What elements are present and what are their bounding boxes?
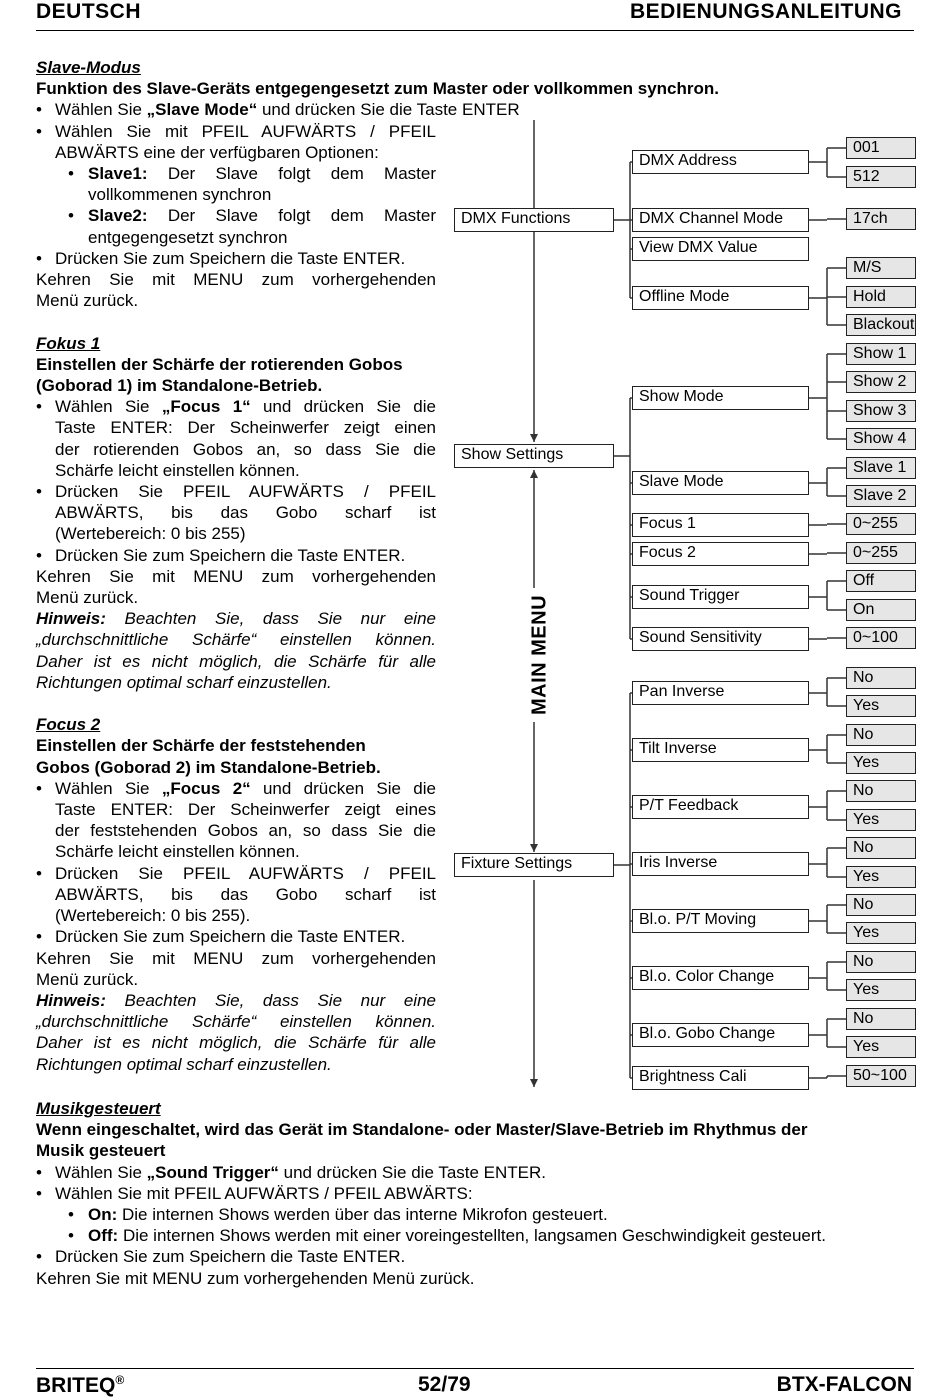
menu-item: Show Mode [632,386,809,410]
main-menu-label [520,590,560,720]
list-item: • Wählen Sie „Sound Trigger“ und drücken Sie die Taste ENTER. [36,1162,916,1183]
list-item: • Drücken Sie zum Speichern die Taste ENTER. [36,545,436,566]
menu-value-option: Yes [846,752,916,774]
list-item: • Slave2: Der Slave folgt dem Master entgegengesetzt synchron [36,205,436,247]
list-item: • Wählen Sie mit PFEIL AUFWÄRTS / PFEIL ABWÄRTS eine der verfügbaren Optionen: • Slave1: Der Slave folgt dem Master vollkommenen synchron • Slave2: Der Slave folgt dem Master entgegengesetzt synchron [36,121,436,248]
focus2-steps [36,778,436,948]
menu-value-option: No [846,894,916,916]
page-header [36,0,914,31]
menu-value-option: No [846,1008,916,1030]
arrowhead [530,844,538,852]
header-manual-title: BEDIENUNGSANLEITUNG [629,0,902,23]
menu-item: Pan Inverse [632,681,809,705]
menu-value-option: No [846,837,916,859]
menu-value-option: Yes [846,866,916,888]
back-instruction: Kehren Sie mit MENU zum vorhergehenden [36,270,436,290]
menu-value-option: Hold [846,286,916,308]
menu-item: Focus 2 [632,542,809,566]
menu-value-option: No [846,951,916,973]
menu-value-option: Show 2 [846,371,916,393]
header-language: DEUTSCH [36,0,142,23]
menu-item: Iris Inverse [632,852,809,876]
menu-value-option: 001 [846,137,916,159]
menu-value-option: Blackout [846,314,916,336]
menu-value-option: Slave 2 [846,485,916,507]
menu-item: Focus 1 [632,513,809,537]
menu-item: DMX Channel Mode [632,208,809,232]
menu-item: Sound Sensitivity [632,627,809,651]
menu-value-option: No [846,780,916,802]
menu-item: Brightness Cali [632,1066,809,1090]
music-title: Musikgesteuert [36,1099,161,1118]
focus2-title: Focus 2 [36,715,101,735]
focus1-subtitle: Einstellen der Schärfe der rotierenden Gobos [36,354,403,374]
category-dmx-functions: DMX Functions [454,208,614,232]
menu-item: Bl.o. Color Change [632,966,809,990]
menu-item: Sound Trigger [632,585,809,609]
focus1-note: Hinweis: Beachten Sie, dass Sie nur eine „durchschnittliche Schärfe“ einstellen können. Daher ist es nicht möglich, die Schärfe für alle Richtungen optimal scharf einzustellen. [36,609,436,692]
main-menu-text: MAIN MENU [528,594,551,716]
menu-value-option: Show 1 [846,343,916,365]
list-item: • Slave1: Der Slave folgt dem Master vollkommenen synchron [36,163,436,205]
list-item: • Wählen Sie „Focus 2“ und drücken Sie die Taste ENTER: Der Scheinwerfer zeigt eines der feststehenden Gobos an, so dass Sie die Schärfe leicht einstellen können. [36,778,436,863]
music-subtitle: Wenn eingeschaltet, wird das Gerät im Standalone- oder Master/Slave-Betrieb im Rhythmus der [36,1120,808,1140]
menu-value-option: 512 [846,166,916,188]
menu-value-option: No [846,667,916,689]
focus1-title: Fokus 1 [36,333,101,353]
back-instruction: Kehren Sie mit MENU zum vorhergehenden [36,566,436,586]
menu-value-option: Yes [846,695,916,717]
list-item: • Wählen Sie mit PFEIL AUFWÄRTS / PFEIL ABWÄRTS: • On: Die internen Shows werden über das interne Mikrofon gesteuert. • Off: Die internen Shows werden mit einer voreingestellten, langsamen Geschwindigkeit gesteuert. [36,1183,916,1247]
list-item: • Wählen Sie „Focus 1“ und drücken Sie die Taste ENTER: Der Scheinwerfer zeigt einen der rotierenden Gobos an, so dass Sie die Schärfe leicht einstellen können. [36,396,436,481]
back-instruction-cont: Menü zurück. [36,588,139,608]
menu-value-option: Slave 1 [846,457,916,479]
menu-item: Bl.o. P/T Moving [632,909,809,933]
list-item: • Off: Die internen Shows werden mit einer voreingestellten, langsamen Geschwindigkeit gesteuert. [36,1225,916,1246]
list-item: • Wählen Sie „Slave Mode“ und drücken Sie die Taste ENTER [36,99,436,120]
back-instruction: Kehren Sie mit MENU zum vorhergehenden [36,948,436,968]
focus2-subtitle: Einstellen der Schärfe der feststehenden [36,736,366,756]
focus1-subtitle-cont: (Goborad 1) im Standalone-Betrieb. [36,376,323,396]
menu-value-option: Off [846,570,916,592]
menu-value-option: 0~255 [846,542,916,564]
menu-value-option: 0~255 [846,513,916,535]
menu-value-option: Yes [846,1036,916,1058]
back-instruction-cont: Menü zurück. [36,291,139,311]
list-item: • Drücken Sie PFEIL AUFWÄRTS / PFEIL ABWÄRTS, bis das Gobo scharf ist (Wertebereich: 0 bis 255) [36,481,436,545]
menu-value-option: Show 4 [846,428,916,450]
menu-item: DMX Address [632,150,809,174]
category-show-settings: Show Settings [454,444,614,468]
menu-item: Tilt Inverse [632,738,809,762]
focus2-subtitle-cont: Gobos (Goborad 2) im Standalone-Betrieb. [36,757,381,777]
back-instruction-cont: Menü zurück. [36,969,139,989]
menu-value-option: Yes [846,922,916,944]
arrowhead [530,1079,538,1087]
music-steps [36,1162,916,1268]
menu-value-option: M/S [846,257,916,279]
footer-model: BTX-FALCON [776,1373,912,1396]
music-subtitle-cont: Musik gesteuert [36,1141,166,1161]
list-item: • On: Die internen Shows werden über das interne Mikrofon gesteuert. [36,1204,916,1225]
menu-item: Offline Mode [632,286,809,310]
back-instruction: Kehren Sie mit MENU zum vorhergehenden Menü zurück. [36,1268,475,1288]
list-item: • Drücken Sie zum Speichern die Taste ENTER. [36,248,436,269]
focus2-note: Hinweis: Beachten Sie, dass Sie nur eine „durchschnittliche Schärfe“ einstellen können. Daher ist es nicht möglich, die Schärfe für alle Richtungen optimal scharf einzustellen. [36,990,436,1074]
menu-value-option: 0~100 [846,627,916,649]
menu-item: Bl.o. Gobo Change [632,1023,809,1047]
slave-intro: Funktion des Slave-Geräts entgegengesetzt zum Master oder vollkommen synchron. [36,79,719,99]
menu-value-option: Yes [846,809,916,831]
menu-value-option: No [846,724,916,746]
menu-value-option: Yes [846,979,916,1001]
list-item: • Drücken Sie zum Speichern die Taste ENTER. [36,1246,916,1267]
arrowhead [530,470,538,478]
menu-value-option: 50~100 [846,1065,916,1087]
category-fixture-settings: Fixture Settings [454,853,614,877]
page-footer [36,1368,914,1398]
arrowhead [530,434,538,442]
music-section [36,1098,916,1289]
menu-tree-diagram [440,120,930,1100]
menu-item: View DMX Value [632,237,809,261]
menu-value-option: On [846,599,916,621]
menu-value-option: 17ch [846,208,916,230]
menu-item: P/T Feedback [632,795,809,819]
page-number: 52/79 [418,1373,471,1396]
footer-brand: BRITEQ® [36,1373,125,1397]
menu-item: Slave Mode [632,471,809,495]
list-item: • Drücken Sie zum Speichern die Taste ENTER. [36,926,436,947]
focus1-steps [36,396,436,566]
list-item: • Drücken Sie PFEIL AUFWÄRTS / PFEIL ABWÄRTS, bis das Gobo scharf ist (Wertebereich: 0 bis 255). [36,863,436,927]
slave-title: Slave-Modus [36,58,141,77]
menu-value-option: Show 3 [846,400,916,422]
